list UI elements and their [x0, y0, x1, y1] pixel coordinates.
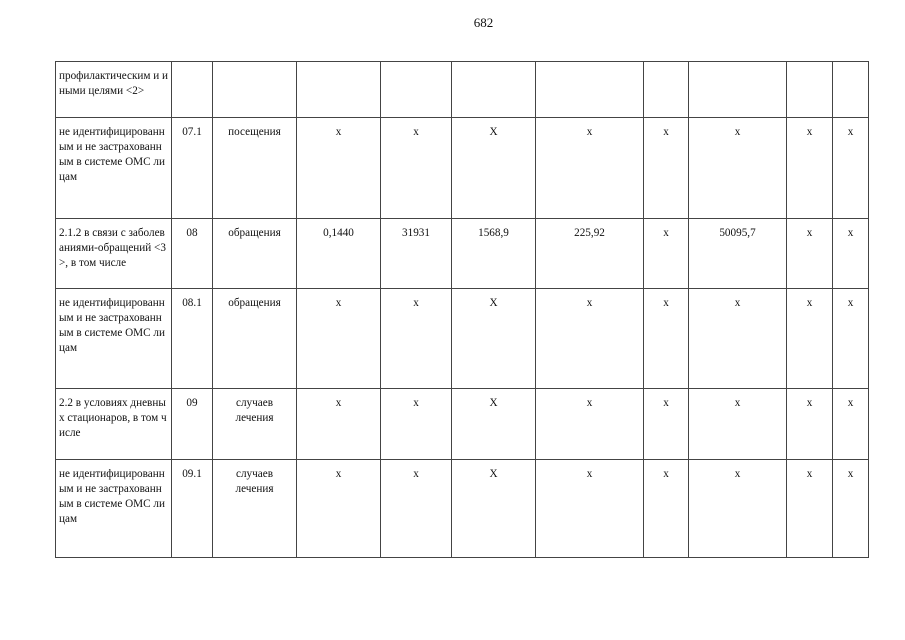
row-label-cell: не идентифицированным и не застрахованным в системе ОМС лицам [56, 118, 172, 219]
row-label-cell: 2.1.2 в связи с заболеваниями-обращений <3>, в том числе [56, 219, 172, 289]
row-label-cell: не идентифицированным и не застрахованным в системе ОМС лицам [56, 460, 172, 558]
table-cell [644, 62, 689, 118]
table-cell: х [833, 460, 869, 558]
table-cell [213, 62, 297, 118]
table-cell: х [536, 118, 644, 219]
table-cell: х [689, 460, 787, 558]
table-cell: х [787, 118, 833, 219]
table-cell: х [689, 389, 787, 460]
table-cell: 225,92 [536, 219, 644, 289]
table-cell: х [787, 289, 833, 389]
table-cell: 50095,7 [689, 219, 787, 289]
table-cell: х [536, 289, 644, 389]
table-cell: х [787, 389, 833, 460]
table-row [56, 219, 869, 289]
table-cell: х [381, 460, 452, 558]
table-cell: х [644, 460, 689, 558]
table-cell: 0,1440 [297, 219, 381, 289]
table-cell: обращения [213, 289, 297, 389]
table-cell: 08 [172, 219, 213, 289]
table-cell [689, 62, 787, 118]
table-cell: 1568,9 [452, 219, 536, 289]
table-cell: х [381, 289, 452, 389]
table-cell: х [689, 118, 787, 219]
row-label-cell: не идентифицированным и не застрахованным в системе ОМС лицам [56, 289, 172, 389]
table-cell: х [689, 289, 787, 389]
table-row [56, 118, 869, 219]
data-table [55, 61, 869, 558]
table-row [56, 389, 869, 460]
table-cell: Х [452, 118, 536, 219]
table-row [56, 62, 869, 118]
table-cell: 08.1 [172, 289, 213, 389]
table-cell: Х [452, 289, 536, 389]
table-cell: х [536, 460, 644, 558]
table-cell [381, 62, 452, 118]
table-cell: случаев лечения [213, 460, 297, 558]
table-cell [172, 62, 213, 118]
table-cell: Х [452, 389, 536, 460]
table-cell: х [297, 389, 381, 460]
table-cell: 09 [172, 389, 213, 460]
table-cell: х [297, 118, 381, 219]
table-cell: обращения [213, 219, 297, 289]
table-cell: х [833, 389, 869, 460]
table-cell: х [787, 219, 833, 289]
page-number: 682 [473, 15, 494, 30]
table-cell: 09.1 [172, 460, 213, 558]
table-cell [536, 62, 644, 118]
table-row [56, 460, 869, 558]
table-cell: х [297, 289, 381, 389]
table-cell: х [644, 389, 689, 460]
table-cell: случаев лечения [213, 389, 297, 460]
row-label-cell: профилактическим и иными целями <2> [56, 62, 172, 118]
table-cell: х [833, 289, 869, 389]
table-cell [452, 62, 536, 118]
table-cell: х [833, 118, 869, 219]
table-cell: х [644, 289, 689, 389]
row-label-cell: 2.2 в условиях дневных стационаров, в том числе [56, 389, 172, 460]
table-cell: х [787, 460, 833, 558]
table-cell: Х [452, 460, 536, 558]
table-cell: х [381, 389, 452, 460]
table-cell: х [644, 219, 689, 289]
table-cell: х [833, 219, 869, 289]
table-cell: 31931 [381, 219, 452, 289]
table-cell: посещения [213, 118, 297, 219]
table-cell [297, 62, 381, 118]
table-cell: х [536, 389, 644, 460]
table-cell: 07.1 [172, 118, 213, 219]
table-cell [787, 62, 833, 118]
table-cell [833, 62, 869, 118]
table-cell: х [297, 460, 381, 558]
table-row [56, 289, 869, 389]
table-cell: х [644, 118, 689, 219]
table-cell: х [381, 118, 452, 219]
